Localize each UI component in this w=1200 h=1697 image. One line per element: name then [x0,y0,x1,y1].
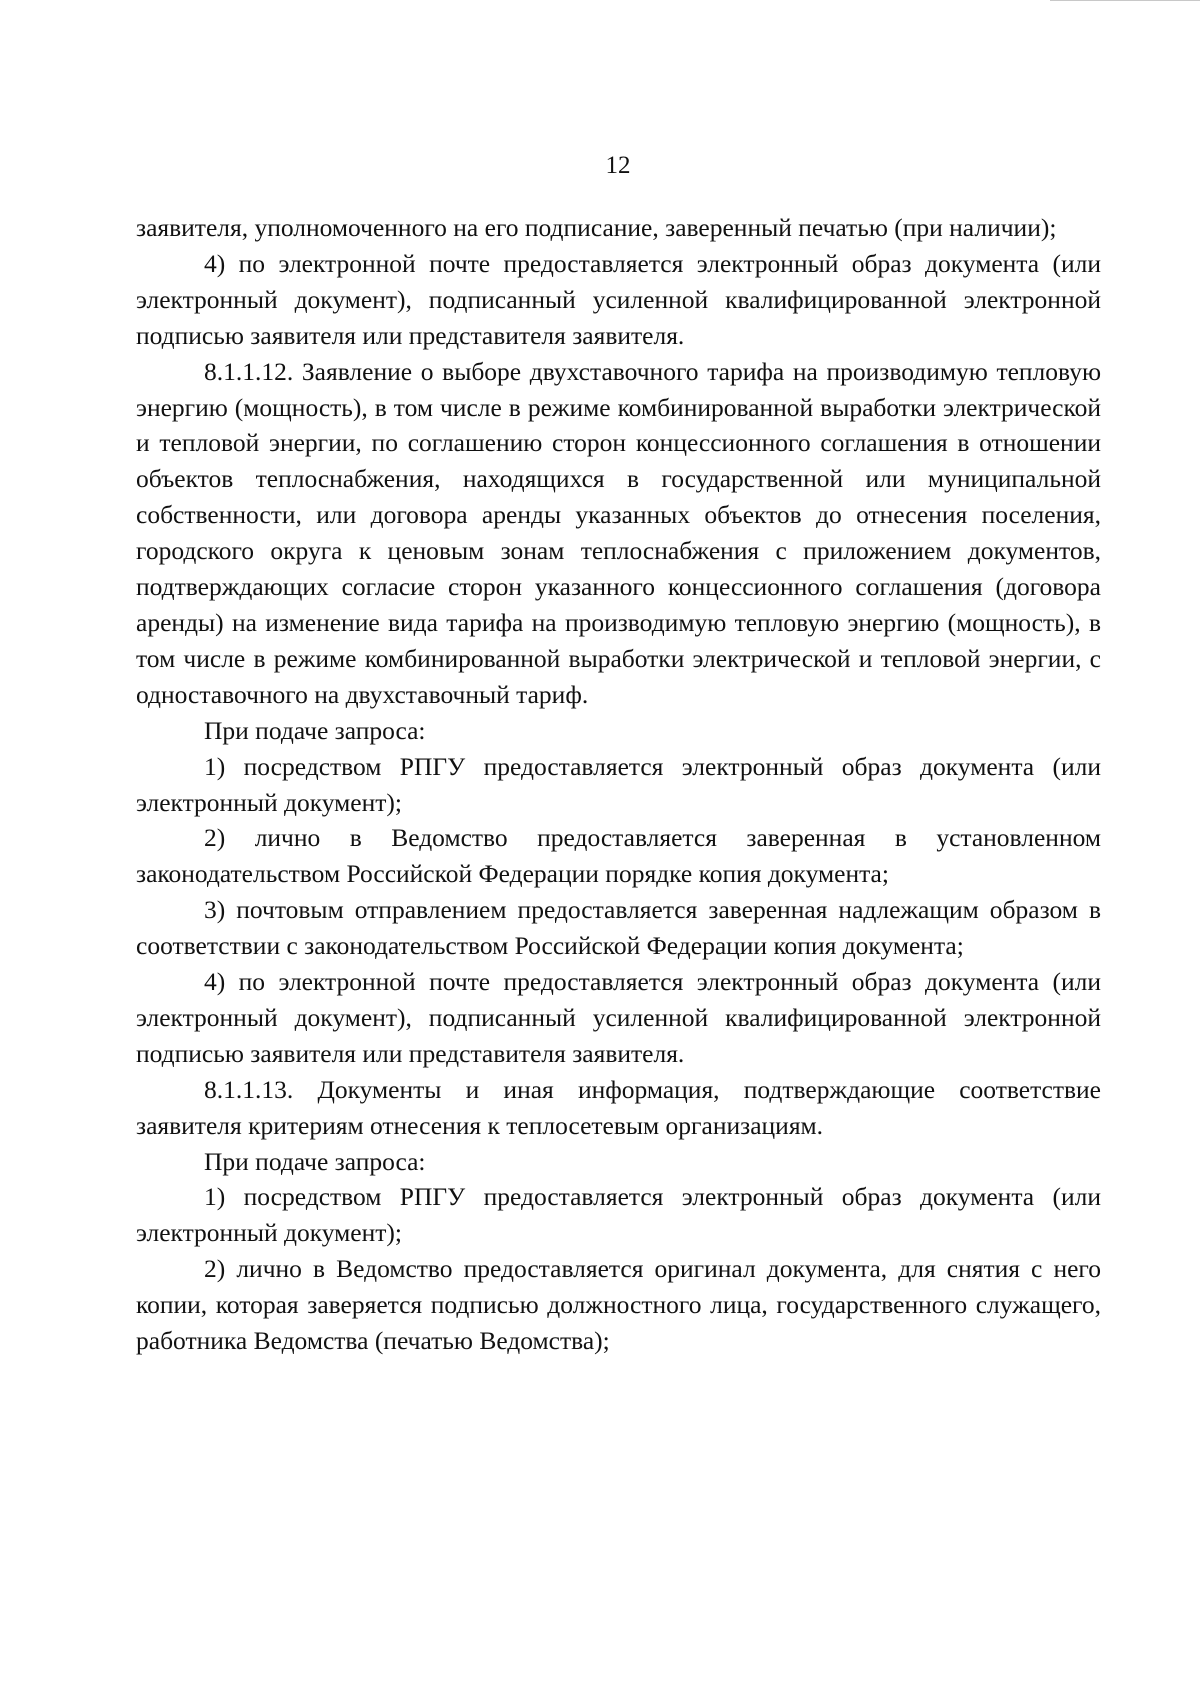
page-number: 12 [605,152,631,179]
paragraph-item-postal: 3) почтовым отправлением предоставляется заверенная надлежащим образом в соответствии с законодательством Российской Федерации копия документа; [136,895,1101,961]
paragraph-section-8-1-1-12: 8.1.1.12. Заявление о выборе двухставочного тарифа на производимую тепловую энергию (мощность), в том числе в режиме комбинированной выработки электрической и тепловой энергии, по соглашению сторон концессионного соглашения в отношении объектов теплоснабжения, находящихся в государственной или муниципальной собственности, или договора аренды указанных объектов до отнесения поселения, городского округа к ценовым зонам теплоснабжения с приложением документов, подтверждающих согласие сторон указанного концессионного соглашения (договора аренды) на изменение вида тарифа на производимую тепловую энергию (мощность), в том числе в режиме комбинированной выработки электрической и тепловой энергии, с одноставочного на двухставочный тариф. [136,356,1101,709]
paragraph-item-in-person-2: 2) лично в Ведомство предоставляется оригинал документа, для снятия с него копии, которая заверяется подписью должностного лица, государственного служащего, работника Ведомства (печатью Ведомства); [136,1254,1101,1356]
document-body [136,210,1101,1359]
paragraph-item-email-1: 4) по электронной почте предоставляется электронный образ документа (или электронный документ), подписанный усиленной квалифицированной электронной подписью заявителя или представителя заявителя. [136,248,1101,350]
paragraph-continuation: заявителя, уполномоченного на его подписание, заверенный печатью (при наличии); [136,213,1057,242]
scan-edge-mark [1050,0,1200,5]
paragraph-item-email-2: 4) по электронной почте предоставляется электронный образ документа (или электронный документ), подписанный усиленной квалифицированной электронной подписью заявителя или представителя заявителя. [136,967,1101,1068]
paragraph-item-rpgu-1: 1) посредством РПГУ предоставляется электронный образ документа (или электронный документ); [136,751,1101,817]
paragraph-request-heading-2: При подаче запроса: [204,1146,426,1176]
paragraph-item-in-person-1: 2) лично в Ведомство предоставляется заверенная в установленном законодательством Российской Федерации порядке копия документа; [136,823,1101,889]
paragraph-section-8-1-1-13: 8.1.1.13. Документы и иная информация, подтверждающие соответствие заявителя критериям отнесения к теплосетевым организациям. [136,1074,1101,1140]
paragraph-item-rpgu-2: 1) посредством РПГУ предоставляется электронный образ документа (или электронный документ); [136,1182,1101,1248]
paragraph-request-heading-1: При подаче запроса: [204,715,426,745]
